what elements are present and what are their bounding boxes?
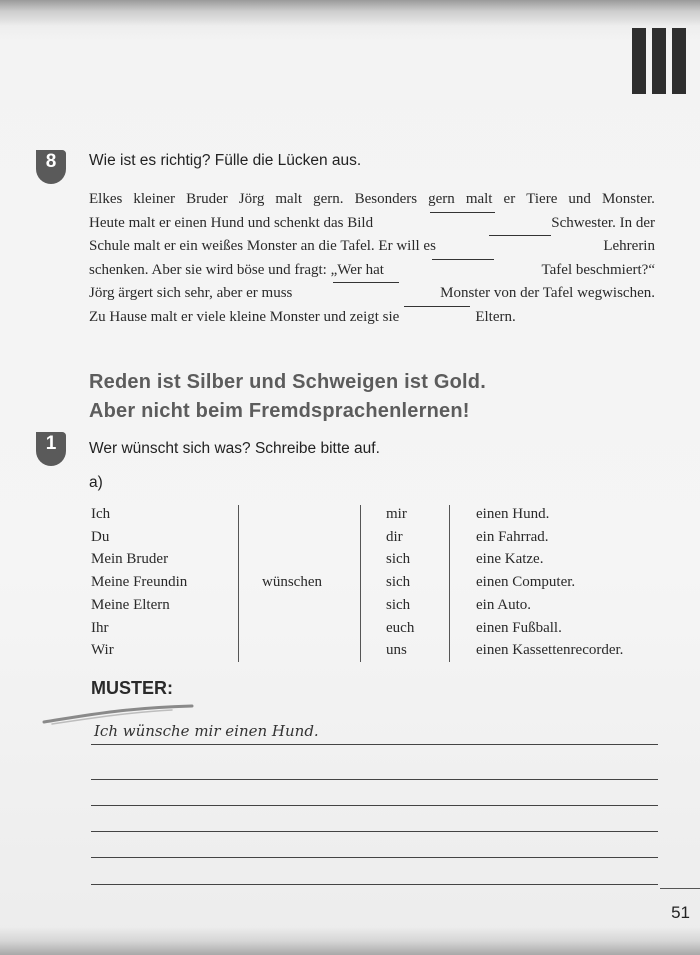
example-sentence: Ich wünsche mir einen Hund. (94, 722, 319, 740)
blank-gap-3[interactable] (432, 259, 494, 260)
page-number: 51 (671, 903, 690, 922)
subject-item: Meine Freundin (91, 574, 188, 591)
object-item: ein Auto. (476, 596, 531, 613)
blank-gap-4[interactable] (333, 282, 399, 283)
pronoun-item: sich (386, 574, 411, 591)
pronoun-item: sich (386, 596, 411, 613)
pronoun-item: uns (386, 642, 407, 659)
text-line-4 (89, 259, 655, 283)
subject-item: Du (91, 528, 110, 545)
text-line-1 (89, 188, 655, 212)
writing-line[interactable] (91, 779, 658, 780)
text-segment: Zu Hause malt er viele kleine Monster und zeigt sie (89, 308, 400, 325)
pronouns-column (386, 503, 414, 662)
word: malt (465, 191, 493, 207)
pronoun-item: mir (386, 506, 407, 522)
page-number-rule (660, 888, 700, 889)
exercise-8-instruction: Wie ist es richtig? Fülle die Lücken aus. (89, 152, 362, 169)
exercise-1-sublabel: a) (89, 474, 103, 491)
verb-column (262, 571, 322, 594)
object-item: einen Kassettenrecorder. (476, 642, 624, 659)
object-item: ein Fahrrad. (476, 528, 549, 545)
blank-gap-5[interactable] (404, 306, 470, 307)
scan-shadow-top (0, 0, 700, 26)
scan-shadow-bottom (0, 927, 700, 955)
column-divider (238, 505, 239, 662)
word: Jörg (238, 191, 265, 207)
object-item: einen Hund. (476, 506, 550, 522)
text-line-5 (89, 282, 655, 306)
text-segment: schenken. Aber sie wird böse und fragt: „Wer hat (89, 261, 384, 278)
writing-line[interactable] (91, 857, 658, 858)
verb-item: wünschen (262, 574, 322, 590)
word: malt (275, 191, 303, 207)
word: er (503, 191, 516, 207)
muster-label: MUSTER: (91, 678, 173, 698)
writing-line[interactable] (91, 805, 658, 806)
text-line-6 (89, 306, 655, 330)
exercise-8-text (89, 188, 655, 330)
text-segment: Jörg ärgert sich sehr, aber er muss (89, 285, 293, 302)
word: Bruder (186, 191, 228, 207)
heading-line-1: Reden ist Silber und Schweigen ist Gold. (89, 371, 486, 393)
text-segment: Schwester. In der (551, 214, 655, 231)
pronoun-item: euch (386, 619, 415, 636)
writing-line[interactable] (91, 884, 658, 885)
blank-gap-1[interactable] (430, 212, 495, 213)
text-segment: Eltern. (475, 308, 516, 325)
text-segment: Monster von der Tafel wegwischen. (440, 285, 655, 302)
pronoun-item: dir (386, 528, 403, 545)
chapter-bar (652, 28, 666, 94)
text-segment: Schule malt er ein weißes Monster an die Tafel. Er will es (89, 238, 436, 255)
object-item: einen Fußball. (476, 619, 562, 636)
exercise-8-badge: 8 (36, 150, 66, 184)
word: und (568, 191, 591, 207)
word: Besonders (354, 191, 418, 207)
text-segment: Tafel beschmiert?“ (541, 261, 655, 278)
writing-line[interactable] (91, 831, 658, 832)
chapter-marker-bars (632, 28, 686, 94)
object-item: eine Katze. (476, 551, 544, 568)
subject-item: Ihr (91, 619, 109, 636)
word: kleiner (133, 191, 176, 207)
pronoun-item: sich (386, 551, 411, 568)
word: Monster. (601, 191, 655, 207)
text-segment: Lehrerin (603, 238, 655, 255)
subject-item: Meine Eltern (91, 596, 170, 613)
subject-item: Mein Bruder (91, 551, 169, 568)
writing-line[interactable] (91, 744, 658, 745)
chapter-bar (632, 28, 646, 94)
exercise-1-instruction: Wer wünscht sich was? Schreibe bitte auf. (89, 440, 380, 457)
heading-line-2: Aber nicht beim Fremdsprachenlernen! (89, 400, 470, 422)
blank-gap-2[interactable] (489, 235, 551, 236)
text-segment: Heute malt er einen Hund und schenkt das Bild (89, 214, 374, 231)
word: gern. (313, 191, 344, 207)
chapter-bar (672, 28, 686, 94)
subject-item: Ich (91, 506, 111, 522)
section-heading (89, 368, 486, 426)
word: Tiere (526, 191, 558, 207)
subject-item: Wir (91, 642, 114, 659)
object-item: einen Computer. (476, 574, 576, 591)
column-divider (449, 505, 450, 662)
subjects-column (91, 503, 187, 662)
objects-column (476, 503, 623, 662)
text-line-2 (89, 212, 655, 236)
word: Elkes (89, 191, 123, 207)
word: gern (428, 191, 455, 207)
exercise-1-badge: 1 (36, 432, 66, 466)
text-line-3 (89, 235, 655, 259)
column-divider (360, 505, 361, 662)
